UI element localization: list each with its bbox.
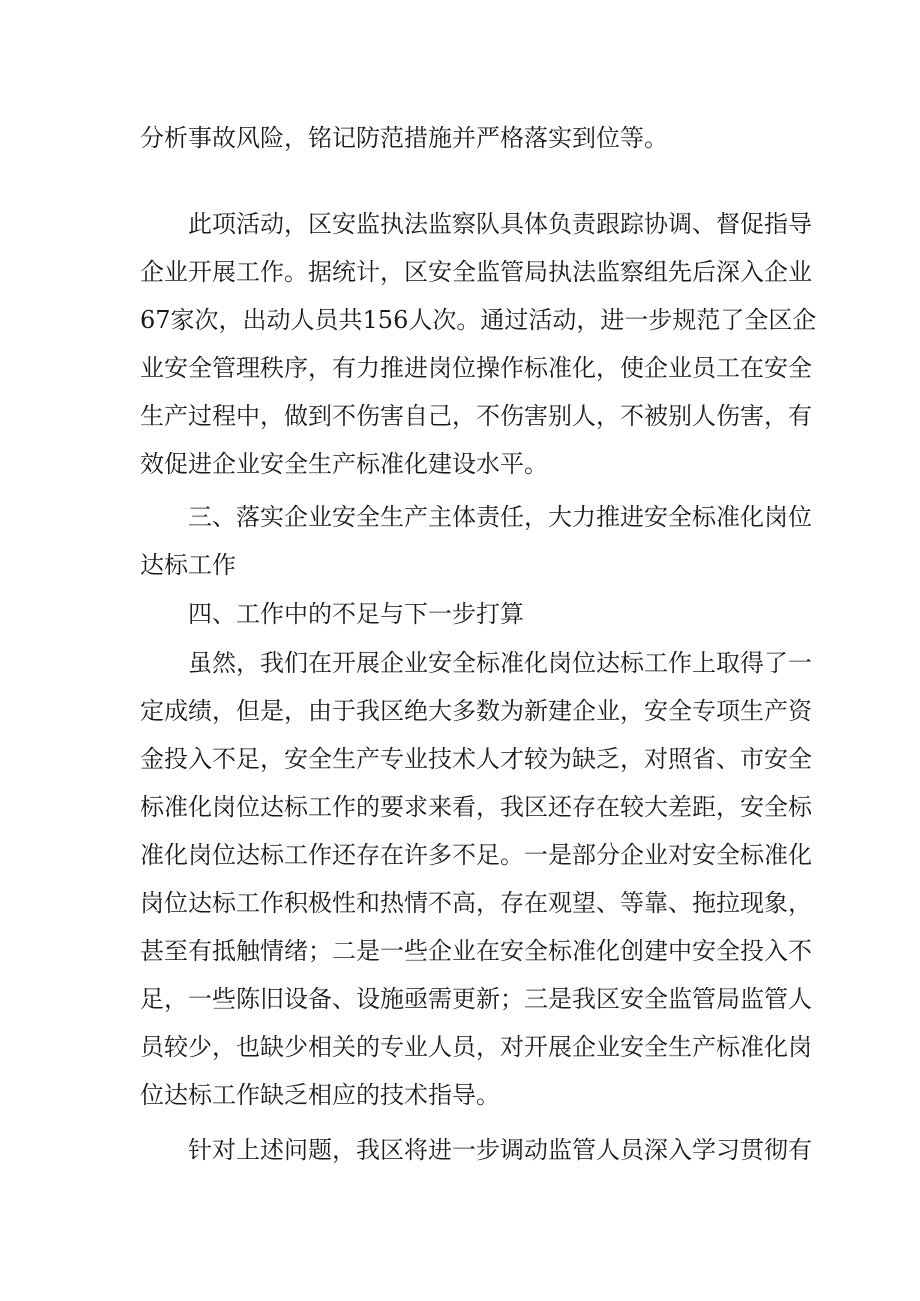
paragraph-line: 标准化岗位达标工作的要求来看，我区还存在较大差距，安全标 — [140, 793, 812, 821]
paragraph-line: 业安全管理秩序，有力推进岗位操作标准化，使企业员工在安全 — [140, 354, 812, 382]
section-heading-line: 达标工作 — [140, 551, 236, 579]
paragraph-line: 效促进企业安全生产标准化建设水平。 — [140, 450, 548, 478]
paragraph-line: 生产过程中，做到不伤害自己，不伤害别人，不被别人伤害，有 — [140, 402, 812, 430]
paragraph-line: 67家次，出动人员共156人次。通过活动，进一步规范了全区企 — [140, 306, 817, 334]
paragraph-line: 岗位达标工作积极性和热情不高，存在观望、等靠、拖拉现象， — [140, 889, 812, 917]
section-heading: 四、工作中的不足与下一步打算 — [188, 600, 524, 628]
paragraph-line: 金投入不足，安全生产专业技术人才较为缺乏，对照省、市安全 — [140, 745, 812, 773]
paragraph-line: 位达标工作缺乏相应的技术指导。 — [140, 1081, 500, 1109]
paragraph-line: 足，一些陈旧设备、设施亟需更新；三是我区安全监管局监管人 — [140, 985, 812, 1013]
paragraph-line: 定成绩，但是，由于我区绝大多数为新建企业，安全专项生产资 — [140, 697, 812, 725]
paragraph-line: 员较少，也缺少相关的专业人员，对开展企业安全生产标准化岗 — [140, 1033, 812, 1061]
paragraph-line: 此项活动，区安监执法监察队具体负责跟踪协调、督促指导 — [188, 210, 812, 238]
paragraph-line: 虽然，我们在开展企业安全标准化岗位达标工作上取得了一 — [188, 649, 812, 677]
paragraph-line: 甚至有抵触情绪；二是一些企业在安全标准化创建中安全投入不 — [140, 937, 812, 965]
paragraph-line: 准化岗位达标工作还存在许多不足。一是部分企业对安全标准化 — [140, 841, 812, 869]
section-heading-line: 三、落实企业安全生产主体责任，大力推进安全标准化岗位 — [188, 503, 812, 531]
paragraph-line: 针对上述问题，我区将进一步调动监管人员深入学习贯彻有 — [188, 1136, 812, 1164]
paragraph-line: 企业开展工作。据统计，区安全监管局执法监察组先后深入企业 — [140, 258, 812, 286]
paragraph-line: 分析事故风险，铭记防范措施并严格落实到位等。 — [140, 124, 668, 152]
